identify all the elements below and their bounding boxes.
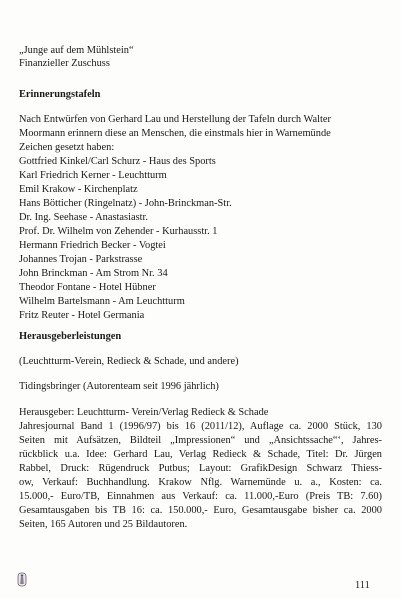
intro-line-2: Finanzieller Zuschuss (19, 58, 110, 69)
para2-line: Seiten, 165 Autoren und 25 Bildautoren. (19, 519, 188, 530)
plaque-list-item: Wilhelm Bartelsmann - Am Leuchtturm (19, 296, 185, 307)
para2-line: Seiten mit Aufsätzen, Bildteil „Impressionen“ und „Ansichtssache“‘, Jahres- (19, 435, 382, 446)
para2-line: Jahresjournal Band 1 (1996/97) bis 16 (2011/12), Auflage ca. 2000 Stück, 130 (19, 421, 382, 432)
plaque-list-item: Hans Bötticher (Ringelnatz) - John-Brinckman-Str. (19, 198, 232, 209)
para1-line: Zeichen gesetzt haben: (19, 142, 115, 153)
plaque-list-item: Prof. Dr. Wilhelm von Zehender - Kurhausstr. 1 (19, 226, 218, 237)
lighthouse-logo-icon (17, 572, 27, 587)
section-heading-herausgeberleistungen: Herausgeberleistungen (19, 331, 122, 342)
section-heading-erinnerungstafeln: Erinnerungstafeln (19, 89, 101, 100)
para1-line: Nach Entwürfen von Gerhard Lau und Herstellung der Tafeln durch Walter (19, 114, 331, 125)
tidingsbringer-line: Tidingsbringer (Autorenteam seit 1996 jährlich) (19, 381, 219, 392)
para2-line: rückblick u.a. Idee: Gerhard Lau, Verlag Redieck & Schade, Titel: Dr. Jürgen (19, 449, 382, 460)
plaque-list-item: Fritz Reuter - Hotel Germania (19, 310, 145, 321)
plaque-list-item: Hermann Friedrich Becker - Vogtei (19, 240, 166, 251)
para2-line: 15.000,- Euro/TB, Einnahmen aus Verkauf: ca. 11.000,-Euro (Preis TB: 7.60) (19, 491, 382, 502)
intro-line-1: „Junge auf dem Mühlstein“ (19, 45, 134, 56)
plaque-list-item: Karl Friedrich Kerner - Leuchtturm (19, 170, 167, 181)
plaque-list-item: John Brinckman - Am Strom Nr. 34 (19, 268, 168, 279)
plaque-list-item: Dr. Ing. Seehase - Anastasiastr. (19, 212, 148, 223)
para2-line: Rabbel, Druck: Rügendruck Putbus; Layout: GrafikDesign Schwarz Thiess- (19, 463, 382, 474)
plaque-list-item: Johannes Trojan - Parkstrasse (19, 254, 143, 265)
page-number: 111 (355, 580, 370, 592)
para1-line: Moormann erinnern diese an Menschen, die einstmals hier in Warnemünde (19, 128, 331, 139)
plaque-list-item: Theodor Fontane - Hotel Hübner (19, 282, 156, 293)
para2-line: Herausgeber: Leuchtturm- Verein/Verlag Redieck & Schade (19, 407, 269, 418)
publisher-note: (Leuchtturm-Verein, Redieck & Schade, und andere) (19, 356, 239, 367)
plaque-list-item: Emil Krakow - Kirchenplatz (19, 184, 138, 195)
para2-line: Gesamtausgaben bis TB 16: ca. 150.000,- Euro, Gesamtausgabe bisher ca. 2000 (19, 505, 382, 516)
para2-line: ow, Verkauf: Buchhandlung. Krakow Nflg. Warnemünde u. a., Kosten: ca. (19, 477, 382, 488)
plaque-list-item: Gottfried Kinkel/Carl Schurz - Haus des Sports (19, 156, 216, 167)
